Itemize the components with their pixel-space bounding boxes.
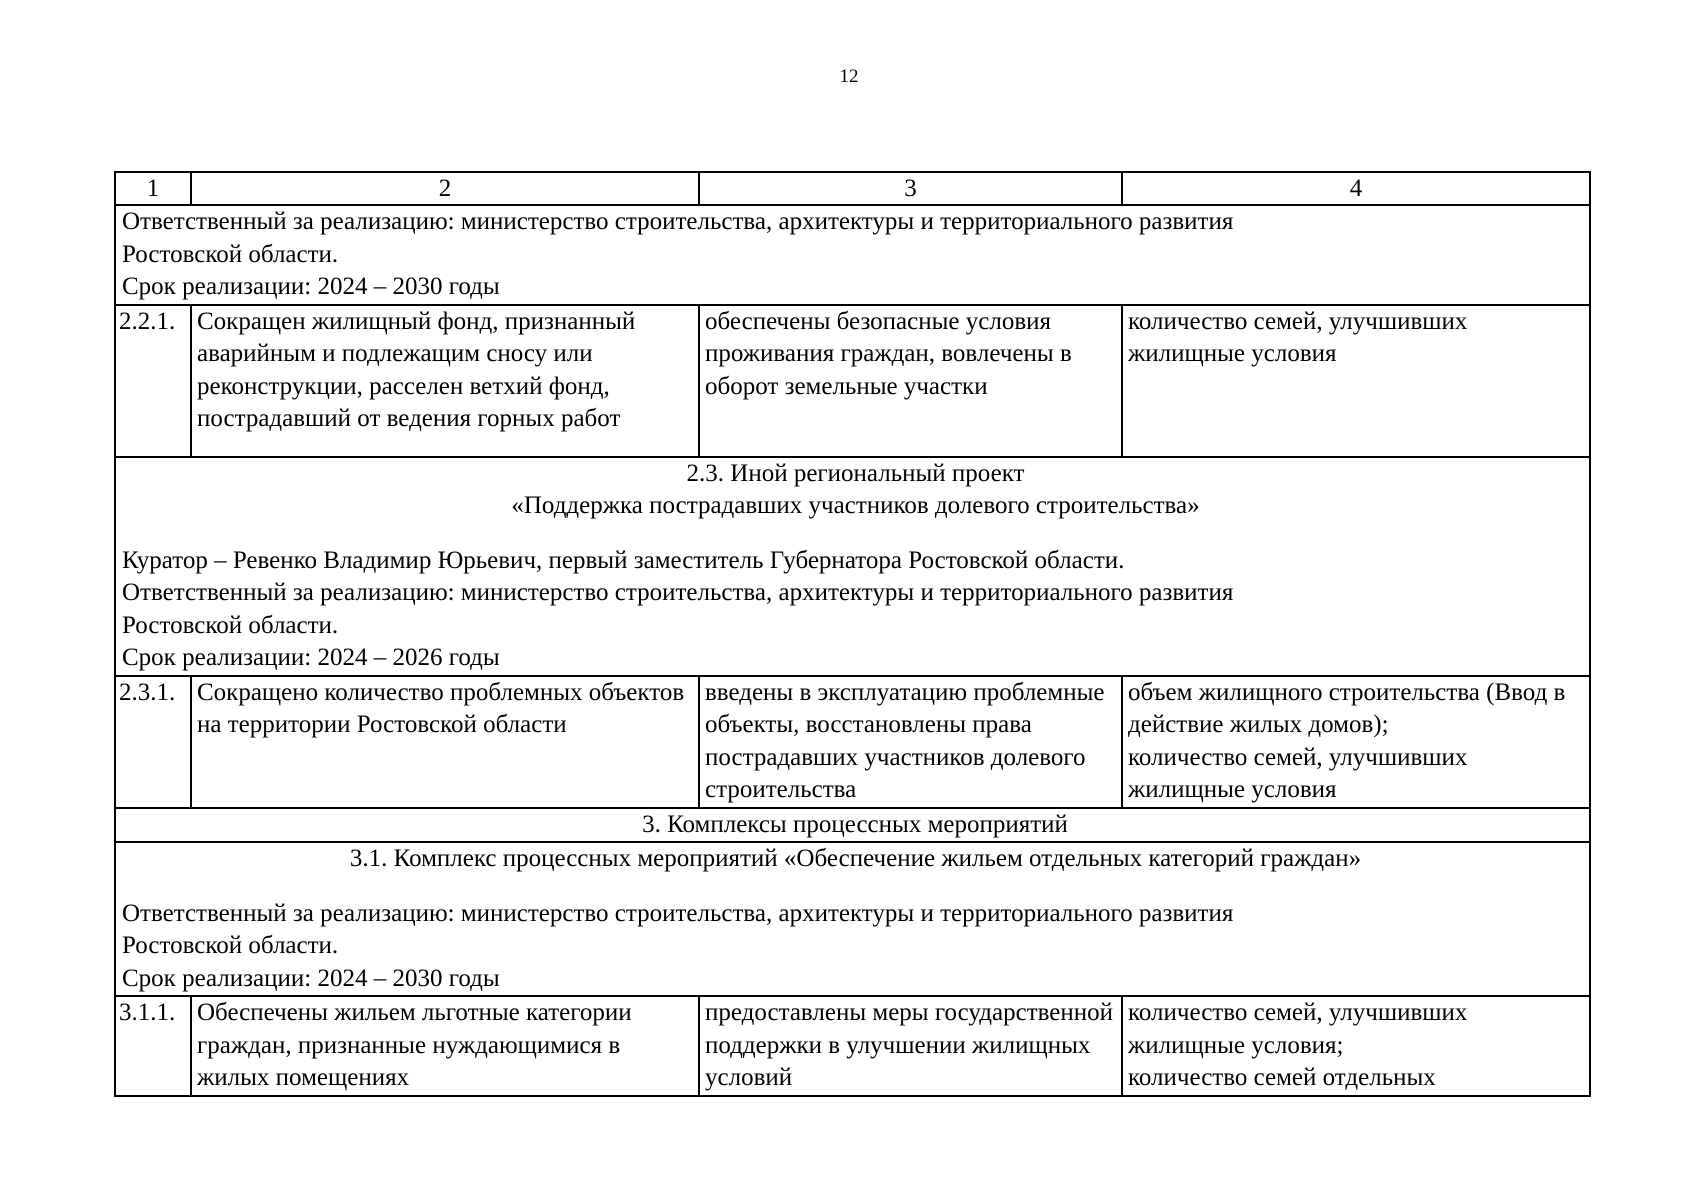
section-subtitle: «Поддержка пострадавших участников долевого строительства»	[511, 492, 1200, 519]
row-effect: обеспечены безопасные условия проживания граждан, вовлечены в оборот земельные участки	[699, 305, 1122, 457]
section-3-1	[115, 842, 1590, 996]
header-col-1: 1	[115, 172, 191, 205]
block-2-2-info	[115, 205, 1590, 305]
responsible-text: Ответственный за реализацию: министерство строительства, архитектуры и территориального развития	[122, 899, 1234, 927]
responsible-text: Ответственный за реализацию: министерство строительства, архитектуры и территориального развития	[122, 208, 1234, 235]
header-col-4: 4	[1122, 172, 1590, 205]
responsible-text-cont: Ростовской области.	[122, 611, 339, 639]
table-row	[115, 305, 1590, 457]
row-indicator: количество семей, улучшивших жилищные условия	[1122, 305, 1590, 457]
row-indicator: объем жилищного строительства (Ввод в действие жилых домов); количество семей, улучшивших жилищные условия	[1122, 676, 1590, 808]
row-task: Сокращен жилищный фонд, признанный аварийным и подлежащим сносу или реконструкции, расселен ветхий фонд, пострадавший от ведения горных работ	[191, 305, 699, 457]
section-3	[115, 808, 1590, 843]
header-row	[115, 172, 1590, 205]
responsible-text-cont: Ростовской области.	[122, 240, 339, 268]
page-number: 12	[839, 66, 859, 87]
row-number: 3.1.1.	[115, 996, 191, 1096]
section-title: 3.1. Комплекс процессных мероприятий «Обеспечение жильем отдельных категорий граждан»	[349, 845, 1362, 872]
term-text: Срок реализации: 2024 – 2026 годы	[122, 644, 500, 671]
table-row	[115, 996, 1590, 1096]
row-number: 2.3.1.	[115, 676, 191, 808]
row-effect: предоставлены меры государственной поддержки в улучшении жилищных условий	[699, 996, 1122, 1096]
term-text: Срок реализации: 2024 – 2030 годы	[122, 964, 500, 992]
row-number: 2.2.1.	[115, 305, 191, 457]
header-col-3: 3	[699, 172, 1122, 205]
section-2-3	[115, 457, 1590, 676]
table-row	[115, 676, 1590, 808]
section-title: 2.3. Иной региональный проект	[686, 459, 1025, 487]
row-indicator: количество семей, улучшивших жилищные условия; количество семей отдельных	[1122, 996, 1590, 1096]
term-text: Срок реализации: 2024 – 2030 годы	[122, 273, 500, 300]
responsible-text-cont: Ростовской области.	[122, 932, 339, 959]
program-table	[114, 171, 1591, 1097]
section-title: 3. Комплексы процессных мероприятий	[115, 808, 1590, 843]
curator-text: Куратор – Ревенко Владимир Юрьевич, первый заместитель Губернатора Ростовской области.	[122, 546, 1125, 574]
row-task: Обеспечены жильем льготные категории граждан, признанные нуждающимися в жилых помещениях	[191, 996, 699, 1096]
row-task: Сокращено количество проблемных объектов на территории Ростовской области	[191, 676, 699, 808]
header-col-2: 2	[191, 172, 699, 205]
responsible-text: Ответственный за реализацию: министерство строительства, архитектуры и территориального развития	[122, 579, 1234, 606]
row-effect: введены в эксплуатацию проблемные объекты, восстановлены права пострадавших участников долевого строительства	[699, 676, 1122, 808]
